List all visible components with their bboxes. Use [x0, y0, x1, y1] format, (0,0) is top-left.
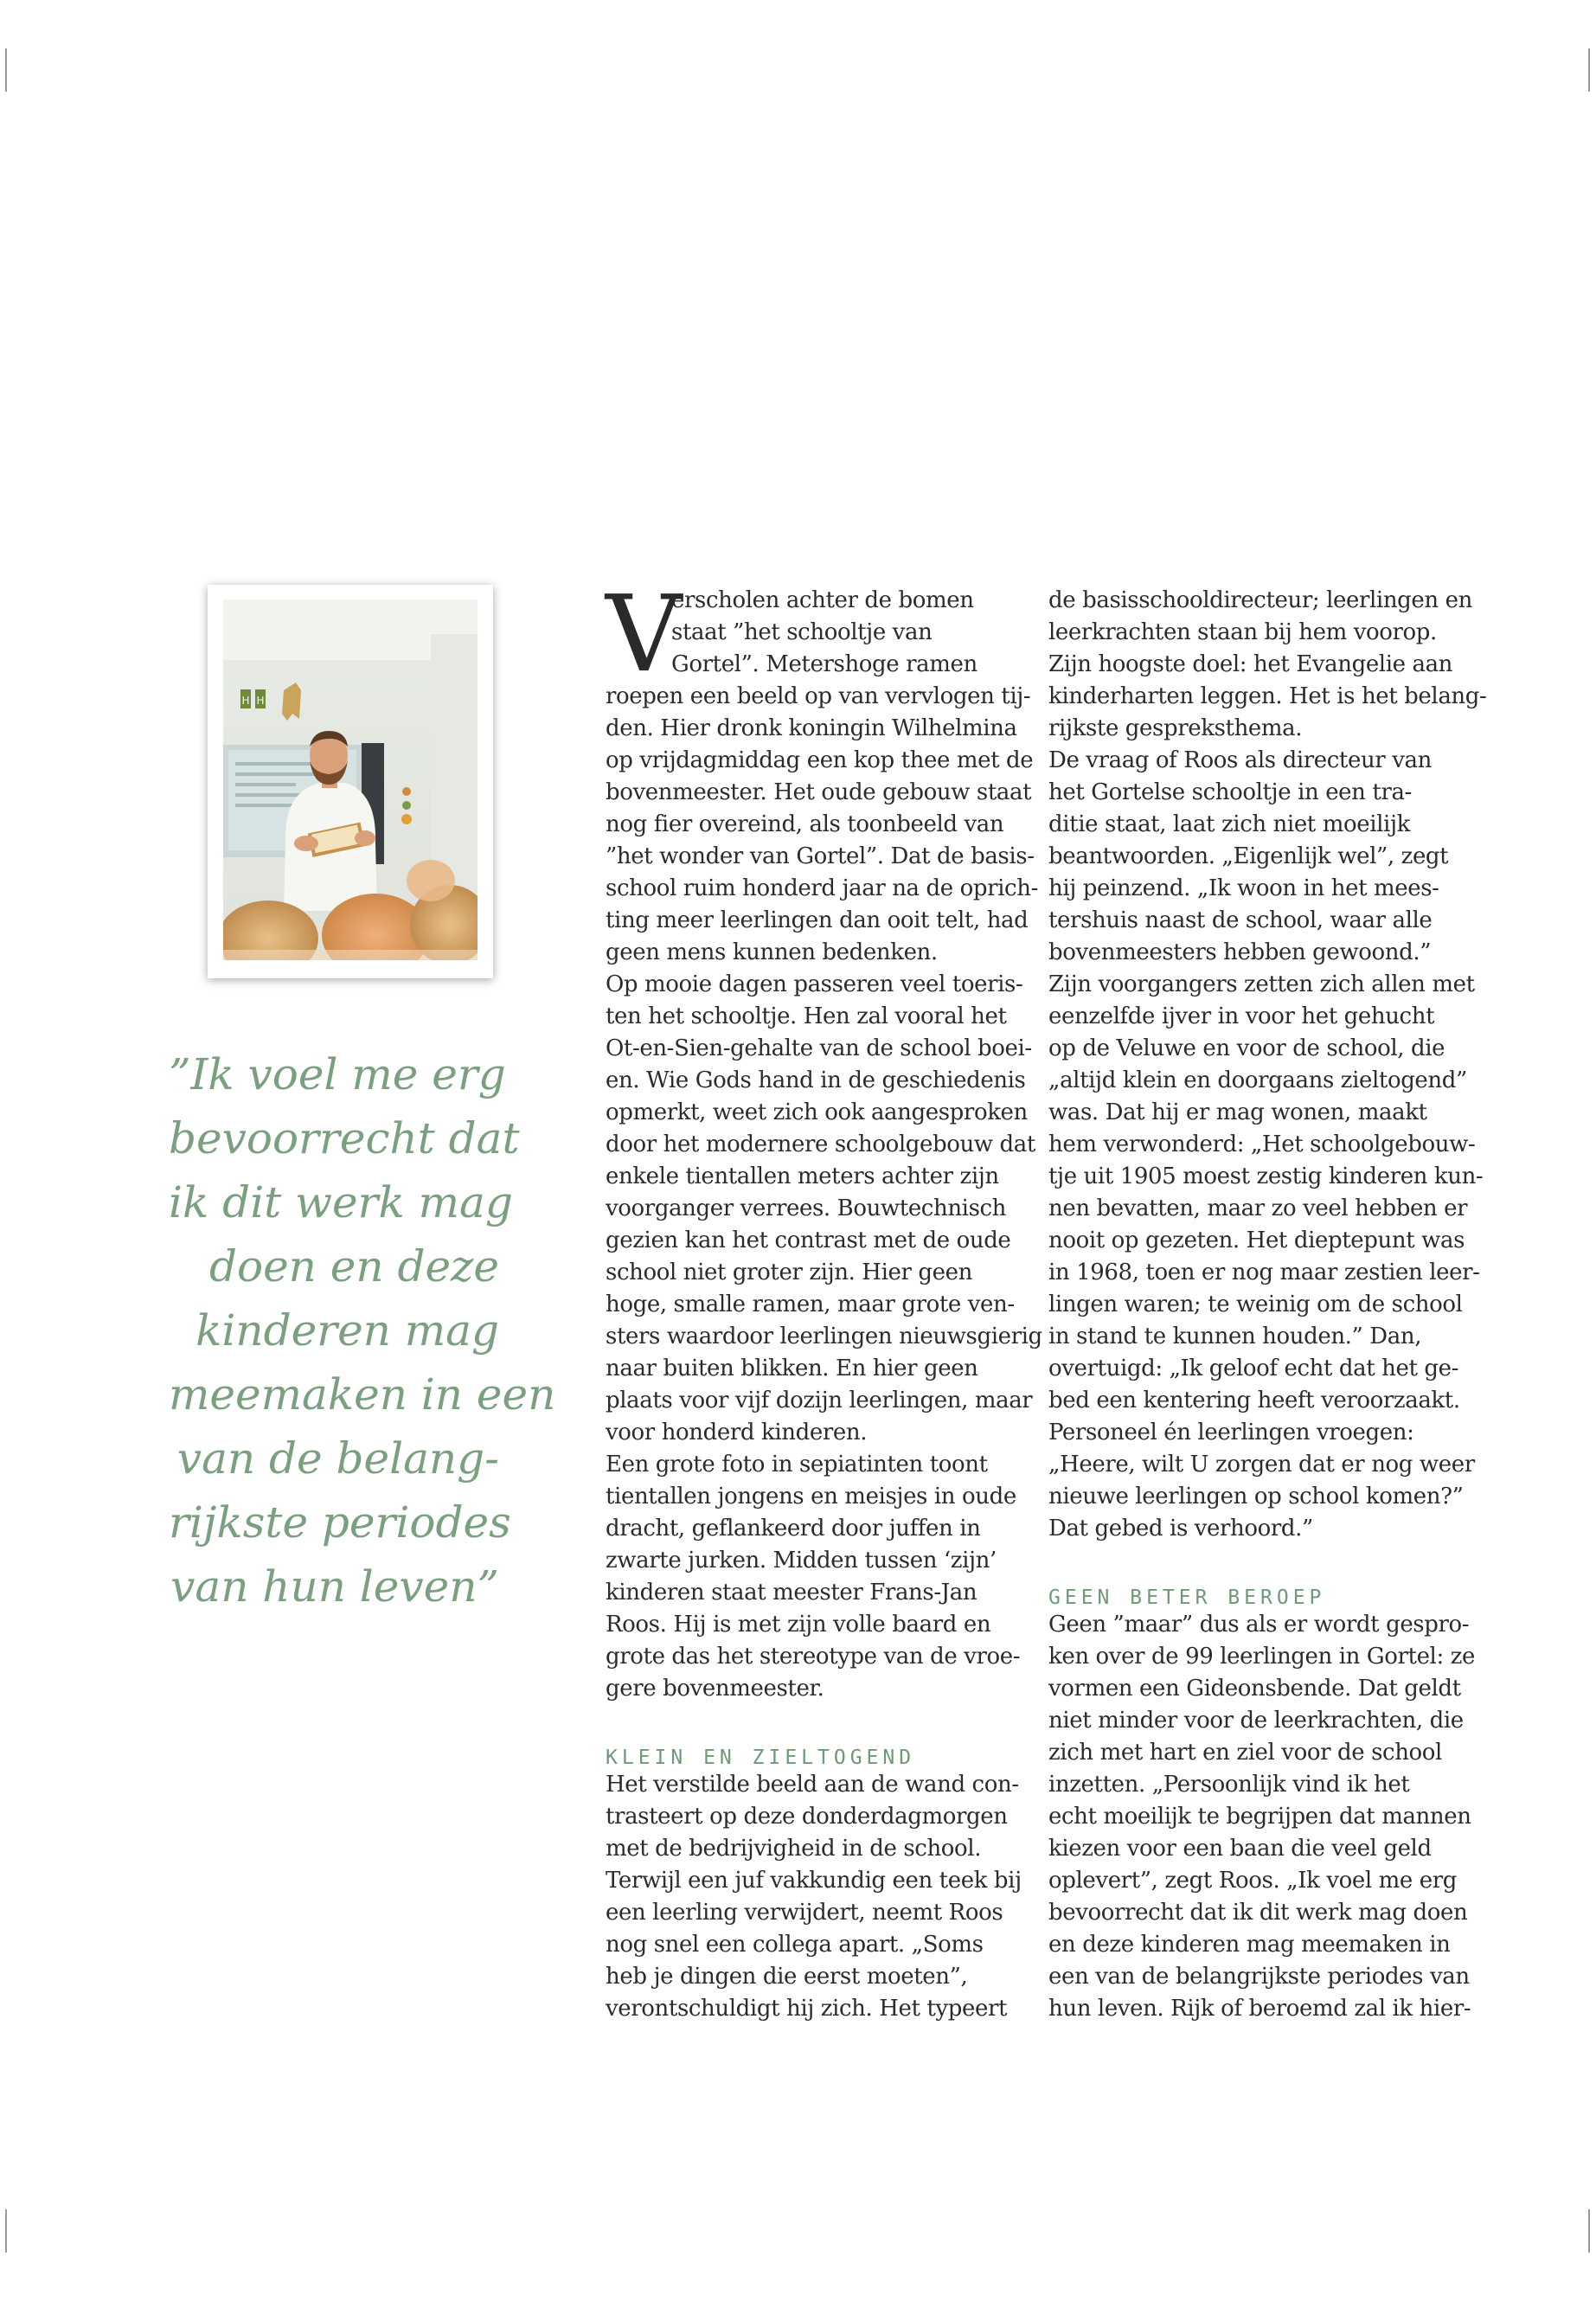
text-line: hem verwonderd: „Het schoolgebouw-: [1048, 1131, 1476, 1157]
text-line: met de bedrijvigheid in de school.: [606, 1836, 982, 1862]
text-line: in stand te kunnen houden.” Dan,: [1048, 1324, 1422, 1349]
pull-quote-line: ”Ik voel me erg: [169, 1049, 506, 1099]
pull-quote-line: van de belang-: [176, 1433, 499, 1484]
text-line: niet minder voor de leerkrachten, die: [1048, 1708, 1464, 1734]
text-line: Terwijl een juf vakkundig een teek bij: [606, 1868, 1022, 1894]
text-line: oplevert”, zegt Roos. „Ik voel me erg: [1048, 1868, 1458, 1894]
text-line: Personeel én leerlingen vroegen:: [1048, 1420, 1414, 1445]
text-line: nooit op gezeten. Het dieptepunt was: [1048, 1227, 1465, 1253]
text-line: Op mooie dagen passeren veel toeris-: [606, 971, 1023, 997]
text-line: vormen een Gideonsbende. Dat geldt: [1048, 1676, 1461, 1702]
text-line: De vraag of Roos als directeur van: [1048, 747, 1432, 773]
classroom-photo: [223, 599, 478, 960]
text-line: trasteert op deze donderdagmorgen: [606, 1804, 1008, 1830]
text-line: gezien kan het contrast met de oude: [606, 1227, 1011, 1253]
text-line: Ot-en-Sien-gehalte van de school boei-: [606, 1035, 1032, 1061]
article-column-1: [606, 573, 1042, 2025]
text-line: erscholen achter de bomen: [671, 587, 974, 613]
text-line: op vrijdagmiddag een kop thee met de: [606, 747, 1034, 773]
pull-quote-line: ik dit werk mag: [169, 1177, 513, 1227]
text-line: ditie staat, laat zich niet moeilijk: [1048, 811, 1410, 837]
text-line: en. Wie Gods hand in de geschiedenis: [606, 1067, 1026, 1093]
text-line: was. Dat hij er mag wonen, maakt: [1048, 1099, 1427, 1125]
text-line: bevoorrecht dat ik dit werk mag doen: [1048, 1900, 1468, 1926]
text-line: ten het schooltje. Hen zal vooral het: [606, 1003, 1007, 1029]
text-line: voorganger verrees. Bouwtechnisch: [606, 1195, 1007, 1221]
text-line: Zijn voorgangers zetten zich allen met: [1048, 971, 1475, 997]
text-line: een leerling verwijdert, neemt Roos: [606, 1900, 1003, 1926]
drop-cap: V: [606, 573, 682, 695]
text-line: opmerkt, weet zich ook aangesproken: [606, 1099, 1028, 1125]
text-line: hij peinzend. „Ik woon in het mees-: [1048, 875, 1439, 901]
text-line: den. Hier dronk koningin Wilhelmina: [606, 715, 1017, 741]
text-line: ken over de 99 leerlingen in Gortel: ze: [1048, 1644, 1475, 1670]
text-line: Zijn hoogste doel: het Evangelie aan: [1048, 651, 1453, 677]
text-line: op de Veluwe en voor de school, die: [1048, 1035, 1445, 1061]
photo-teacher-reading: [208, 585, 493, 978]
text-line: in 1968, toen er nog maar zestien leer-: [1048, 1259, 1480, 1285]
text-line: school ruim honderd jaar na de oprich-: [606, 875, 1038, 901]
text-line: zwarte jurken. Midden tussen ‘zijn’: [606, 1548, 997, 1574]
pull-quote-line: bevoorrecht dat: [169, 1113, 520, 1163]
text-line: bovenmeester. Het oude gebouw staat: [606, 779, 1032, 805]
text-line: een van de belangrijkste periodes van: [1048, 1964, 1470, 1990]
text-line: echt moeilijk te begrijpen dat mannen: [1048, 1804, 1471, 1830]
text-line: hoge, smalle ramen, maar grote ven-: [606, 1292, 1015, 1317]
text-line: kinderharten leggen. Het is het belang-: [1048, 683, 1487, 709]
pull-quote-line: kinderen mag: [195, 1305, 499, 1356]
pull-quote-line: doen en deze: [208, 1241, 499, 1292]
svg-text:H: H: [241, 695, 250, 707]
text-line: het Gortelse schooltje in een tra-: [1048, 779, 1412, 805]
text-line: beantwoorden. „Eigenlijk wel”, zegt: [1048, 843, 1449, 869]
crop-mark-bottom-right: [1588, 2209, 1590, 2253]
paragraph-gap: [606, 1705, 1034, 1737]
text-line: staat ”het schooltje van: [671, 619, 933, 645]
text-line: Het verstilde beeld aan de wand con-: [606, 1772, 1019, 1798]
text-line: overtuigd: „Ik geloof echt dat het ge-: [1048, 1356, 1459, 1381]
text-line: grote das het stereotype van de vroe-: [606, 1644, 1021, 1670]
text-line: tientallen jongens en meisjes in oude: [606, 1484, 1016, 1509]
text-line: en deze kinderen mag meemaken in: [1048, 1932, 1451, 1958]
text-line: dracht, geflankeerd door juffen in: [606, 1516, 981, 1541]
text-line: Dat gebed is verhoord.”: [1048, 1516, 1313, 1541]
text-line: bed een kentering heeft veroorzaakt.: [1048, 1388, 1460, 1413]
text-line: gere bovenmeester.: [606, 1676, 824, 1702]
text-line: roepen een beeld op van vervlogen tij-: [606, 683, 1031, 709]
text-line: verontschuldigt hij zich. Het typeert: [606, 1996, 1008, 2022]
pull-quote-line: meemaken in een: [169, 1369, 556, 1420]
crop-mark-bottom-left: [5, 2209, 7, 2253]
section-subhead: KLEIN EN ZIELTOGEND: [606, 1747, 916, 1769]
text-line: eenzelfde ijver in voor het gehucht: [1048, 1003, 1435, 1029]
text-line: heb je dingen die eerst moeten”,: [606, 1964, 968, 1990]
text-line: inzetten. „Persoonlijk vind ik het: [1048, 1772, 1410, 1798]
text-line: „altijd klein en doorgaans zieltogend”: [1048, 1067, 1467, 1093]
text-line: Geen ”maar” dus als er wordt gespro-: [1048, 1612, 1470, 1638]
pull-quote: [169, 1042, 556, 1618]
text-line: school niet groter zijn. Hier geen: [606, 1259, 972, 1285]
text-line: kiezen voor een baan die veel geld: [1048, 1836, 1432, 1862]
article-column-2: [1048, 585, 1487, 2025]
crop-mark-top-right: [1588, 48, 1590, 92]
text-line: zich met hart en ziel voor de school: [1048, 1740, 1442, 1766]
text-line: tje uit 1905 moest zestig kinderen kun-: [1048, 1163, 1484, 1189]
pull-quote-line: rijkste periodes: [169, 1497, 511, 1548]
text-line: Roos. Hij is met zijn volle baard en: [606, 1612, 991, 1638]
text-line: rijkste gespreksthema.: [1048, 715, 1303, 741]
section-subhead: GEEN BETER BEROEP: [1048, 1586, 1326, 1609]
text-line: enkele tientallen meters achter zijn: [606, 1163, 999, 1189]
text-line: kinderen staat meester Frans-Jan: [606, 1580, 977, 1606]
text-line: tershuis naast de school, waar alle: [1048, 907, 1433, 933]
text-line: nog snel een collega apart. „Soms: [606, 1932, 984, 1958]
text-line: door het modernere schoolgebouw dat: [606, 1131, 1035, 1157]
text-line: ting meer leerlingen dan ooit telt, had: [606, 907, 1029, 933]
text-line: de basisschooldirecteur; leerlingen en: [1048, 587, 1472, 613]
text-line: Een grote foto in sepiatinten toont: [606, 1452, 988, 1477]
text-line: „Heere, wilt U zorgen dat er nog weer: [1048, 1452, 1475, 1477]
text-line: voor honderd kinderen.: [606, 1420, 868, 1445]
crop-mark-top-left: [5, 48, 7, 92]
text-line: nen bevatten, maar zo veel hebben er: [1048, 1195, 1468, 1221]
text-line: sters waardoor leerlingen nieuwsgierig: [606, 1324, 1042, 1349]
pull-quote-line: van hun leven”: [170, 1561, 499, 1612]
text-line: Gortel”. Metershoge ramen: [671, 651, 977, 677]
text-line: bovenmeesters hebben gewoond.”: [1048, 939, 1432, 965]
paragraph-gap: [1048, 1545, 1477, 1577]
text-line: plaats voor vijf dozijn leerlingen, maar: [606, 1388, 1033, 1413]
text-line: hun leven. Rijk of beroemd zal ik hier-: [1048, 1996, 1471, 2022]
text-line: ”het wonder van Gortel”. Dat de basis-: [606, 843, 1035, 869]
text-line: lingen waren; te weinig om de school: [1048, 1292, 1463, 1317]
svg-text:H: H: [256, 695, 265, 707]
text-line: nieuwe leerlingen op school komen?”: [1048, 1484, 1464, 1509]
text-line: leerkrachten staan bij hem voorop.: [1048, 619, 1437, 645]
text-line: nog fier overeind, als toonbeeld van: [606, 811, 1004, 837]
text-line: geen mens kunnen bedenken.: [606, 939, 938, 965]
text-line: naar buiten blikken. En hier geen: [606, 1356, 978, 1381]
